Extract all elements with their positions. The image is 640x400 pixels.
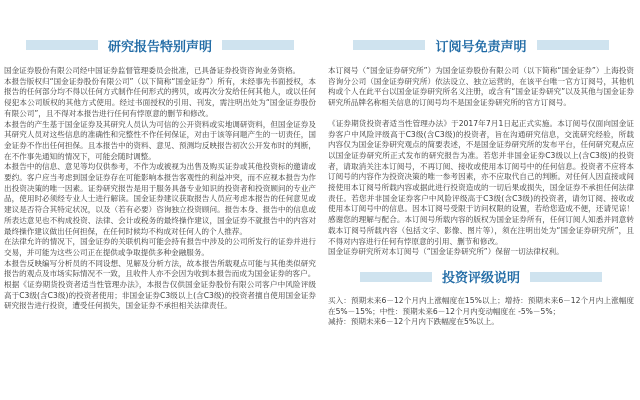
paragraph: 本订阅号（“国金证券研究所”）为国金证券股份有限公司（以下简称“国金证券”）上海投资咨询分公司（国金证券研究所）依法设立、独立运营的，在该平台唯一官方订阅号，其他机构或个人在此平台以国金证券研究所名义注册，或含有“国金证券研究”以及其他与国金证券研究所品牌名称相关信息的订阅号均不是国金证券研究所的官方订阅号。 (328, 66, 634, 108)
heading-decor-bar (537, 40, 609, 50)
heading-decor-bar (353, 40, 425, 50)
paragraph: 在法律允许的情况下，国金证券的关联机构可能会持有报告中涉及的公司所发行的证券并进行交易，并可能为这些公司正在提供或争取提供多种金融服务。 (4, 237, 316, 257)
paragraph: 本报告版权归“国金证券股份有限公司”（以下简称“国金证券”）所有，未经事先书面授权，本报告的任何部分均不得以任何方式制作任何形式的拷贝，或再次分发给任何其他人，或以任何侵犯本公司版权的其他方式使用。经过书面授权的引用、刊发，需注明出处为“国金证券股份有限公司”，且不得对本报告进行任何有悖原意的删节和修改。 (4, 76, 316, 118)
rating-definition: 减持：预期未来6－12个月内下跌幅度在5%以上。 (328, 317, 499, 327)
paragraph: 《证券期货投资者适当性管理办法》于2017年7月1日起正式实施。本订阅号仅面向国金证券客户中风险评级高于C3级(含C3级)的投资者，旨在沟通研究信息，交流研究经验，所载内容仅为国金证券研究观点的简要表述，不是国金证券研究所的发布平台，任何研究观点应以国金证券研究所正式发布的研究报告为准。若您并非国金证券C3级以上(含C3级)的投资者，请取消关注本订阅号，不再订阅、接收或使用本订阅号中的任何信息。投资者不应将本订阅号的内容作为投资决策的唯一参考因素，亦不应取代自己的判断。对任何人因直接或间接使用本订阅号所载内容或据此进行投资造成的一切后果或损失，国金证券不承担任何法律责任。若您并非国金证券客户中风险评级高于C3级(含C3级)的投资者，请勿订阅、接收或使用本订阅号中的信息。因本订阅号受限于访问权限的设置，若给您造成不便，还请见谅！感谢您的理解与配合。本订阅号所载内容的版权为国金证券所有，任何订阅人知悉并同意转载本订阅号所载内容（包括文字、影像、图片等），须在注明出处为“国金证券研究所”，且不得对内容进行任何有悖原意的引用、删节和修改。 (328, 118, 634, 246)
rating-definition: 买入：预期未来6－12个月内上涨幅度在15%以上；增持：预期未来6－12个月内上涨幅度在5%－15%；中性：预期未来6－12个月内变动幅度在 -5%－5%； (328, 295, 634, 316)
section-title: 投资评级说明 (441, 271, 520, 287)
heading-decor-bar (26, 40, 98, 50)
subscription-disclaimer-heading (328, 34, 634, 56)
rating-definitions (328, 296, 634, 328)
research-report-disclaimer-heading (4, 34, 316, 56)
section-title: 订阅号免责声明 (435, 39, 527, 55)
paragraph: 国金证券股份有限公司经中国证券监督管理委员会批准，已具备证券投资咨询业务资格。 (4, 66, 301, 75)
subscription-disclaimer-column (328, 0, 634, 400)
paragraph: 国金证券研究所对本订阅号（“国金证券研究所”）保留一切法律权利。 (328, 247, 564, 257)
paragraph: 本报告反映编写分析员的不同设想、见解及分析方法，故本报告所载观点可能与其他类似研究报告的观点及市场实际情况不一致，且收件人亦不会因为收到本报告而成为国金证券的客户。 (4, 258, 316, 279)
paragraph: 本报告的产生基于国金证券及其研究人员认为可信的公开资料或实地调研资料，但国金证券及其研究人员对这些信息的准确性和完整性不作任何保证，对由于该等问题产生的一切责任，国金证券不作出任何担保。且本报告中的资料、意见、预测均反映报告初次公开发布时的判断，在不作事先通知的情况下，可能会随时调整。 (4, 119, 316, 161)
paragraph: 本报告中的信息、意见等均仅供参考，不作为或被视为出售及购买证券或其他投资标的邀请或要约。客户应当考虑到国金证券存在可能影响本报告客观性的利益冲突，而不应视本报告为作出投资决策的唯一因素。证券研究报告是用于服务具备专业知识的投资者和投资顾问的专业产品，使用时必须经专业人士进行解读。国金证券建议获取报告人员应考虑本报告的任何意见或建议是否符合其特定状况，以及（若有必要）咨询独立投资顾问。报告本身、报告中的信息或所表达意见也不构成投资、法律、会计或税务的最终操作建议，国金证券不就报告中的内容对最终操作建议做出任何担保，在任何时候均不构成对任何人的个人推荐。 (4, 162, 316, 236)
research-report-disclaimer-column (4, 0, 316, 400)
paragraph: 根据《证券期货投资者适当性管理办法》，本报告仅供国金证券股份有限公司客户中风险评级高于C3级(含C3级)的投资者使用；非国金证券C3级以上(含C3级)的投资者擅自使用国金证券研究报告进行投资，遭受任何损失，国金证券不承担相关法律责任。 (4, 280, 316, 311)
section-title: 研究报告特别声明 (107, 39, 212, 55)
heading-decor-bar (360, 272, 432, 282)
heading-decor-bar (222, 40, 294, 50)
heading-decor-bar (530, 272, 602, 282)
investment-rating-heading (328, 266, 634, 288)
